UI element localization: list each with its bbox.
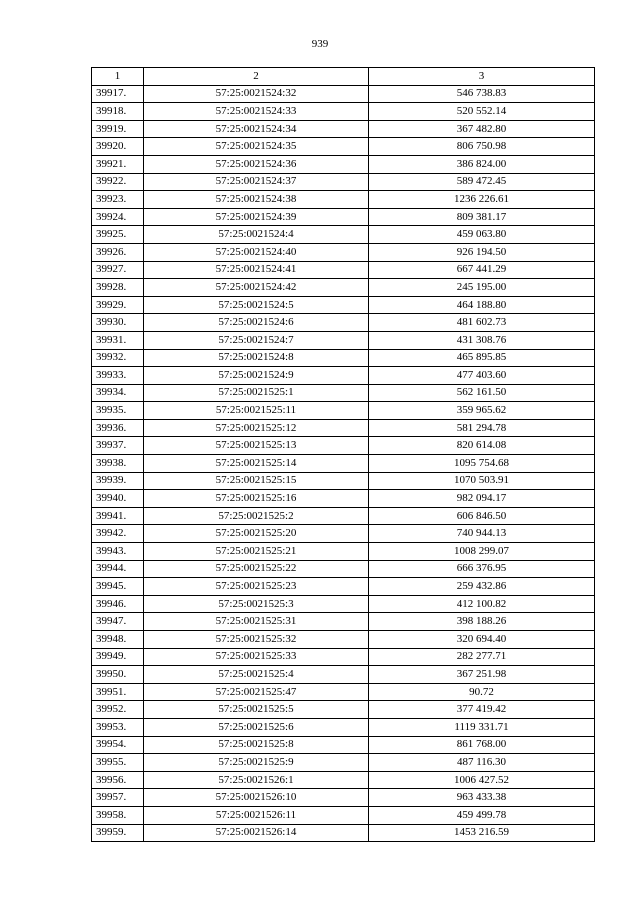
value-cell: 1008 299.07: [369, 543, 595, 561]
row-number-cell: 39926.: [92, 243, 144, 261]
row-number-cell: 39938.: [92, 455, 144, 473]
value-cell: 377 419.42: [369, 701, 595, 719]
table-row: [92, 419, 595, 437]
table-row: [92, 296, 595, 314]
column-header-3: 3: [369, 68, 595, 86]
value-cell: 666 376.95: [369, 560, 595, 578]
value-cell: 982 094.17: [369, 490, 595, 508]
cadastral-number-cell: 57:25:0021526:10: [144, 789, 369, 807]
value-cell: 581 294.78: [369, 419, 595, 437]
cadastral-number-cell: 57:25:0021524:34: [144, 120, 369, 138]
cadastral-number-cell: 57:25:0021525:2: [144, 507, 369, 525]
value-cell: 1006 427.52: [369, 771, 595, 789]
row-number-cell: 39954.: [92, 736, 144, 754]
cadastral-number-cell: 57:25:0021524:4: [144, 226, 369, 244]
table-row: [92, 613, 595, 631]
value-cell: 465 895.85: [369, 349, 595, 367]
table-row: [92, 384, 595, 402]
value-cell: 740 944.13: [369, 525, 595, 543]
row-number-cell: 39920.: [92, 138, 144, 156]
table-row: [92, 191, 595, 209]
cadastral-number-cell: 57:25:0021525:23: [144, 578, 369, 596]
value-cell: 259 432.86: [369, 578, 595, 596]
table-row: [92, 736, 595, 754]
row-number-cell: 39923.: [92, 191, 144, 209]
row-number-cell: 39957.: [92, 789, 144, 807]
row-number-cell: 39952.: [92, 701, 144, 719]
table-row: [92, 85, 595, 103]
cadastral-number-cell: 57:25:0021525:1: [144, 384, 369, 402]
row-number-cell: 39940.: [92, 490, 144, 508]
table-row: [92, 103, 595, 121]
cadastral-number-cell: 57:25:0021525:11: [144, 402, 369, 420]
cadastral-number-cell: 57:25:0021524:35: [144, 138, 369, 156]
cadastral-number-cell: 57:25:0021524:37: [144, 173, 369, 191]
row-number-cell: 39930.: [92, 314, 144, 332]
data-table: [91, 67, 595, 842]
value-cell: 861 768.00: [369, 736, 595, 754]
table-row: [92, 155, 595, 173]
row-number-cell: 39933.: [92, 367, 144, 385]
row-number-cell: 39947.: [92, 613, 144, 631]
value-cell: 809 381.17: [369, 208, 595, 226]
column-header-2: 2: [144, 68, 369, 86]
row-number-cell: 39934.: [92, 384, 144, 402]
table-row: [92, 789, 595, 807]
table-row: [92, 472, 595, 490]
cadastral-number-cell: 57:25:0021524:5: [144, 296, 369, 314]
table-row: [92, 208, 595, 226]
cadastral-number-cell: 57:25:0021526:14: [144, 824, 369, 842]
cadastral-number-cell: 57:25:0021524:8: [144, 349, 369, 367]
row-number-cell: 39955.: [92, 754, 144, 772]
value-cell: 1453 216.59: [369, 824, 595, 842]
value-cell: 477 403.60: [369, 367, 595, 385]
cadastral-number-cell: 57:25:0021525:16: [144, 490, 369, 508]
value-cell: 667 441.29: [369, 261, 595, 279]
value-cell: 245 195.00: [369, 279, 595, 297]
row-number-cell: 39944.: [92, 560, 144, 578]
value-cell: 459 499.78: [369, 806, 595, 824]
cadastral-number-cell: 57:25:0021524:41: [144, 261, 369, 279]
table-row: [92, 806, 595, 824]
table-row: [92, 578, 595, 596]
value-cell: 1095 754.68: [369, 455, 595, 473]
row-number-cell: 39924.: [92, 208, 144, 226]
row-number-cell: 39939.: [92, 472, 144, 490]
cadastral-number-cell: 57:25:0021525:3: [144, 595, 369, 613]
row-number-cell: 39918.: [92, 103, 144, 121]
value-cell: 926 194.50: [369, 243, 595, 261]
table-row: [92, 279, 595, 297]
table-body: [92, 85, 595, 842]
row-number-cell: 39946.: [92, 595, 144, 613]
table-row: [92, 138, 595, 156]
row-number-cell: 39945.: [92, 578, 144, 596]
value-cell: 90.72: [369, 683, 595, 701]
table-row: [92, 507, 595, 525]
cadastral-number-cell: 57:25:0021524:39: [144, 208, 369, 226]
table-row: [92, 331, 595, 349]
table-row: [92, 718, 595, 736]
cadastral-number-cell: 57:25:0021525:14: [144, 455, 369, 473]
value-cell: 820 614.08: [369, 437, 595, 455]
row-number-cell: 39935.: [92, 402, 144, 420]
column-header-1: 1: [92, 68, 144, 86]
cadastral-number-cell: 57:25:0021525:32: [144, 631, 369, 649]
row-number-cell: 39951.: [92, 683, 144, 701]
row-number-cell: 39922.: [92, 173, 144, 191]
cadastral-number-cell: 57:25:0021525:31: [144, 613, 369, 631]
value-cell: 386 824.00: [369, 155, 595, 173]
value-cell: 562 161.50: [369, 384, 595, 402]
page-number: 939: [311, 38, 329, 50]
row-number-cell: 39937.: [92, 437, 144, 455]
table-row: [92, 771, 595, 789]
row-number-cell: 39956.: [92, 771, 144, 789]
cadastral-number-cell: 57:25:0021524:32: [144, 85, 369, 103]
cadastral-number-cell: 57:25:0021525:8: [144, 736, 369, 754]
cadastral-number-cell: 57:25:0021524:36: [144, 155, 369, 173]
table-row: [92, 173, 595, 191]
cadastral-number-cell: 57:25:0021525:9: [144, 754, 369, 772]
row-number-cell: 39921.: [92, 155, 144, 173]
cadastral-number-cell: 57:25:0021525:22: [144, 560, 369, 578]
table-row: [92, 666, 595, 684]
value-cell: 459 063.80: [369, 226, 595, 244]
value-cell: 367 251.98: [369, 666, 595, 684]
row-number-cell: 39919.: [92, 120, 144, 138]
value-cell: 487 116.30: [369, 754, 595, 772]
cadastral-number-cell: 57:25:0021524:9: [144, 367, 369, 385]
value-cell: 464 188.80: [369, 296, 595, 314]
value-cell: 431 308.76: [369, 331, 595, 349]
table-row: [92, 437, 595, 455]
value-cell: 1070 503.91: [369, 472, 595, 490]
value-cell: 412 100.82: [369, 595, 595, 613]
row-number-cell: 39917.: [92, 85, 144, 103]
table-row: [92, 243, 595, 261]
cadastral-number-cell: 57:25:0021526:11: [144, 806, 369, 824]
table-row: [92, 261, 595, 279]
row-number-cell: 39958.: [92, 806, 144, 824]
row-number-cell: 39931.: [92, 331, 144, 349]
row-number-cell: 39959.: [92, 824, 144, 842]
cadastral-number-cell: 57:25:0021524:40: [144, 243, 369, 261]
row-number-cell: 39942.: [92, 525, 144, 543]
value-cell: 367 482.80: [369, 120, 595, 138]
cadastral-number-cell: 57:25:0021524:42: [144, 279, 369, 297]
table-row: [92, 349, 595, 367]
table-row: [92, 490, 595, 508]
row-number-cell: 39953.: [92, 718, 144, 736]
value-cell: 520 552.14: [369, 103, 595, 121]
cadastral-number-cell: 57:25:0021525:21: [144, 543, 369, 561]
cadastral-number-cell: 57:25:0021525:5: [144, 701, 369, 719]
value-cell: 359 965.62: [369, 402, 595, 420]
row-number-cell: 39927.: [92, 261, 144, 279]
table-row: [92, 648, 595, 666]
table-row: [92, 631, 595, 649]
row-number-cell: 39925.: [92, 226, 144, 244]
table-row: [92, 226, 595, 244]
value-cell: 1119 331.71: [369, 718, 595, 736]
table-row: [92, 560, 595, 578]
table-row: [92, 543, 595, 561]
value-cell: 589 472.45: [369, 173, 595, 191]
row-number-cell: 39948.: [92, 631, 144, 649]
row-number-cell: 39929.: [92, 296, 144, 314]
row-number-cell: 39950.: [92, 666, 144, 684]
value-cell: 320 694.40: [369, 631, 595, 649]
value-cell: 481 602.73: [369, 314, 595, 332]
table-row: [92, 595, 595, 613]
cadastral-number-cell: 57:25:0021524:7: [144, 331, 369, 349]
value-cell: 282 277.71: [369, 648, 595, 666]
value-cell: 546 738.83: [369, 85, 595, 103]
row-number-cell: 39928.: [92, 279, 144, 297]
table-row: [92, 754, 595, 772]
table-row: [92, 314, 595, 332]
value-cell: 963 433.38: [369, 789, 595, 807]
table-row: [92, 824, 595, 842]
cadastral-number-cell: 57:25:0021525:33: [144, 648, 369, 666]
value-cell: 606 846.50: [369, 507, 595, 525]
row-number-cell: 39932.: [92, 349, 144, 367]
cadastral-number-cell: 57:25:0021525:4: [144, 666, 369, 684]
cadastral-number-cell: 57:25:0021526:1: [144, 771, 369, 789]
table-row: [92, 701, 595, 719]
cadastral-number-cell: 57:25:0021525:15: [144, 472, 369, 490]
cadastral-number-cell: 57:25:0021525:20: [144, 525, 369, 543]
table-row: [92, 525, 595, 543]
row-number-cell: 39941.: [92, 507, 144, 525]
cadastral-number-cell: 57:25:0021525:6: [144, 718, 369, 736]
cadastral-number-cell: 57:25:0021525:12: [144, 419, 369, 437]
row-number-cell: 39943.: [92, 543, 144, 561]
cadastral-number-cell: 57:25:0021524:33: [144, 103, 369, 121]
cadastral-number-cell: 57:25:0021524:6: [144, 314, 369, 332]
table-row: [92, 402, 595, 420]
table-header-row: [92, 68, 595, 86]
table-row: [92, 455, 595, 473]
value-cell: 398 188.26: [369, 613, 595, 631]
value-cell: 1236 226.61: [369, 191, 595, 209]
cadastral-number-cell: 57:25:0021525:47: [144, 683, 369, 701]
table-row: [92, 120, 595, 138]
value-cell: 806 750.98: [369, 138, 595, 156]
row-number-cell: 39936.: [92, 419, 144, 437]
table-row: [92, 367, 595, 385]
cadastral-number-cell: 57:25:0021524:38: [144, 191, 369, 209]
row-number-cell: 39949.: [92, 648, 144, 666]
cadastral-number-cell: 57:25:0021525:13: [144, 437, 369, 455]
table-row: [92, 683, 595, 701]
